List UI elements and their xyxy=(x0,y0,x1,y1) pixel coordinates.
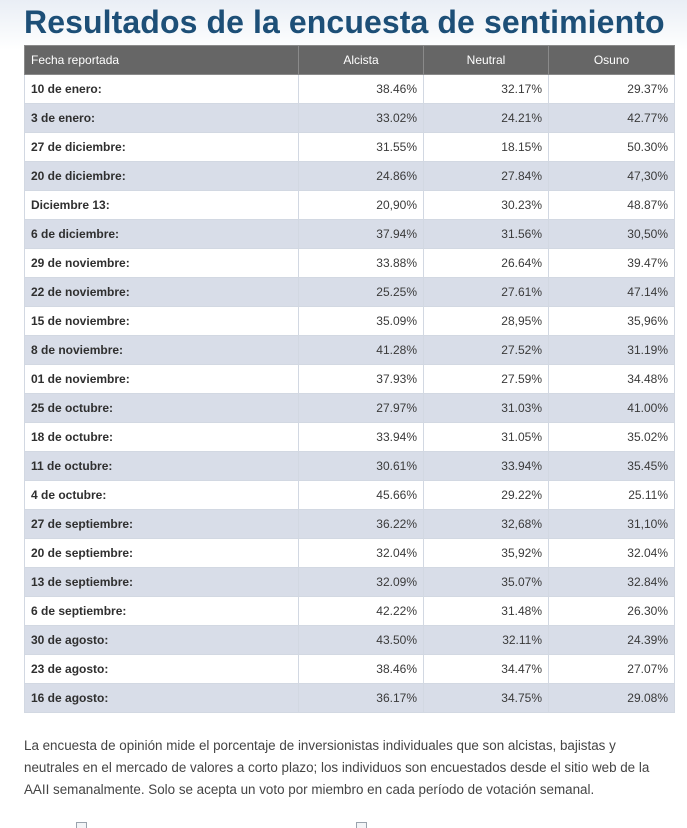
page-title: Resultados de la encuesta de sentimiento xyxy=(24,4,665,40)
table-row xyxy=(25,510,675,539)
table-row xyxy=(25,75,675,104)
cell-bullish: 33.94% xyxy=(299,423,424,452)
cell-bullish: 38.46% xyxy=(299,75,424,104)
cell-neutral: 27.52% xyxy=(424,336,549,365)
cell-bullish: 45.66% xyxy=(299,481,424,510)
cell-bearish: 39.47% xyxy=(549,249,675,278)
cell-neutral: 32.11% xyxy=(424,626,549,655)
cell-bearish: 32.04% xyxy=(549,539,675,568)
table-row xyxy=(25,133,675,162)
cell-bearish: 26.30% xyxy=(549,597,675,626)
cell-date: 18 de octubre: xyxy=(25,423,299,452)
table-row xyxy=(25,655,675,684)
table-body xyxy=(25,75,675,713)
cell-bearish: 41.00% xyxy=(549,394,675,423)
cell-bullish: 25.25% xyxy=(299,278,424,307)
table-row xyxy=(25,452,675,481)
cell-date: 3 de enero: xyxy=(25,104,299,133)
cell-bearish: 25.11% xyxy=(549,481,675,510)
table-row xyxy=(25,423,675,452)
cell-bullish: 27.97% xyxy=(299,394,424,423)
survey-description: La encuesta de opinión mide el porcentaje de inversionistas individuales que son alcistas, bajistas y neutrales en el mercado de valores a corto plazo; los individuos son encuestados desde el sitio web de la AAII semanalmente. Solo se acepta un voto por miembro en cada período de votación semanal. xyxy=(24,738,650,797)
cell-bearish: 35.45% xyxy=(549,452,675,481)
cell-bearish: 31.19% xyxy=(549,336,675,365)
cell-neutral: 24.21% xyxy=(424,104,549,133)
cell-date: 30 de agosto: xyxy=(25,626,299,655)
table-row xyxy=(25,626,675,655)
cell-neutral: 35.07% xyxy=(424,568,549,597)
cell-neutral: 18.15% xyxy=(424,133,549,162)
table-row xyxy=(25,307,675,336)
cell-bullish: 33.02% xyxy=(299,104,424,133)
cell-date: Diciembre 13: xyxy=(25,191,299,220)
cell-bullish: 35.09% xyxy=(299,307,424,336)
table-row xyxy=(25,162,675,191)
cell-neutral: 27.59% xyxy=(424,365,549,394)
cell-neutral: 34.75% xyxy=(424,684,549,713)
cell-neutral: 32,68% xyxy=(424,510,549,539)
cell-date: 4 de octubre: xyxy=(25,481,299,510)
cell-neutral: 35,92% xyxy=(424,539,549,568)
table-row xyxy=(25,104,675,133)
cell-bullish: 31.55% xyxy=(299,133,424,162)
cell-neutral: 26.64% xyxy=(424,249,549,278)
cell-bearish: 27.07% xyxy=(549,655,675,684)
cell-date: 22 de noviembre: xyxy=(25,278,299,307)
table-row xyxy=(25,568,675,597)
column-header-bullish: Alcista xyxy=(299,46,424,75)
cell-bearish: 24.39% xyxy=(549,626,675,655)
document-icon[interactable] xyxy=(76,822,87,828)
table-header-row xyxy=(25,46,675,75)
cell-neutral: 27.84% xyxy=(424,162,549,191)
cell-date: 6 de diciembre: xyxy=(25,220,299,249)
cell-neutral: 29.22% xyxy=(424,481,549,510)
cell-date: 20 de septiembre: xyxy=(25,539,299,568)
cell-bearish: 35.02% xyxy=(549,423,675,452)
cell-bearish: 34.48% xyxy=(549,365,675,394)
cell-bullish: 30.61% xyxy=(299,452,424,481)
table-row xyxy=(25,597,675,626)
cell-bullish: 43.50% xyxy=(299,626,424,655)
cell-bullish: 32.04% xyxy=(299,539,424,568)
cell-neutral: 30.23% xyxy=(424,191,549,220)
table-row xyxy=(25,684,675,713)
table-row xyxy=(25,394,675,423)
table-row xyxy=(25,539,675,568)
cell-date: 25 de octubre: xyxy=(25,394,299,423)
table-row xyxy=(25,249,675,278)
cell-bearish: 30,50% xyxy=(549,220,675,249)
cell-bearish: 29.37% xyxy=(549,75,675,104)
cell-neutral: 34.47% xyxy=(424,655,549,684)
table-row xyxy=(25,278,675,307)
cell-date: 11 de octubre: xyxy=(25,452,299,481)
cell-neutral: 28,95% xyxy=(424,307,549,336)
column-header-date: Fecha reportada xyxy=(25,46,299,75)
cell-date: 27 de septiembre: xyxy=(25,510,299,539)
cell-bearish: 29.08% xyxy=(549,684,675,713)
cell-bearish: 47.14% xyxy=(549,278,675,307)
cell-neutral: 32.17% xyxy=(424,75,549,104)
cell-bullish: 37.94% xyxy=(299,220,424,249)
cell-bullish: 42.22% xyxy=(299,597,424,626)
cell-date: 29 de noviembre: xyxy=(25,249,299,278)
column-header-bearish: Osuno xyxy=(549,46,675,75)
cell-bullish: 24.86% xyxy=(299,162,424,191)
cell-date: 01 de noviembre: xyxy=(25,365,299,394)
cell-date: 8 de noviembre: xyxy=(25,336,299,365)
column-header-neutral: Neutral xyxy=(424,46,549,75)
cell-date: 13 de septiembre: xyxy=(25,568,299,597)
cell-bullish: 41.28% xyxy=(299,336,424,365)
cell-bearish: 31,10% xyxy=(549,510,675,539)
cell-bullish: 37.93% xyxy=(299,365,424,394)
table-row xyxy=(25,365,675,394)
cell-date: 27 de diciembre: xyxy=(25,133,299,162)
cell-neutral: 27.61% xyxy=(424,278,549,307)
cell-neutral: 31.05% xyxy=(424,423,549,452)
cell-neutral: 31.03% xyxy=(424,394,549,423)
cell-bullish: 32.09% xyxy=(299,568,424,597)
cell-date: 16 de agosto: xyxy=(25,684,299,713)
cell-date: 23 de agosto: xyxy=(25,655,299,684)
table-row xyxy=(25,481,675,510)
cell-neutral: 31.48% xyxy=(424,597,549,626)
cell-date: 15 de noviembre: xyxy=(25,307,299,336)
cell-bearish: 42.77% xyxy=(549,104,675,133)
cell-bullish: 36.17% xyxy=(299,684,424,713)
cell-neutral: 31.56% xyxy=(424,220,549,249)
cell-bullish: 36.22% xyxy=(299,510,424,539)
cell-bullish: 38.46% xyxy=(299,655,424,684)
cell-bearish: 50.30% xyxy=(549,133,675,162)
cell-bearish: 32.84% xyxy=(549,568,675,597)
sentiment-table xyxy=(24,45,675,713)
cell-bullish: 20,90% xyxy=(299,191,424,220)
cell-neutral: 33.94% xyxy=(424,452,549,481)
cell-date: 10 de enero: xyxy=(25,75,299,104)
table-row xyxy=(25,220,675,249)
cell-bearish: 47,30% xyxy=(549,162,675,191)
table-row xyxy=(25,191,675,220)
cell-bullish: 33.88% xyxy=(299,249,424,278)
document-icon[interactable] xyxy=(356,822,367,828)
cell-bearish: 48.87% xyxy=(549,191,675,220)
table-row xyxy=(25,336,675,365)
cell-date: 6 de septiembre: xyxy=(25,597,299,626)
cell-date: 20 de diciembre: xyxy=(25,162,299,191)
cell-bearish: 35,96% xyxy=(549,307,675,336)
